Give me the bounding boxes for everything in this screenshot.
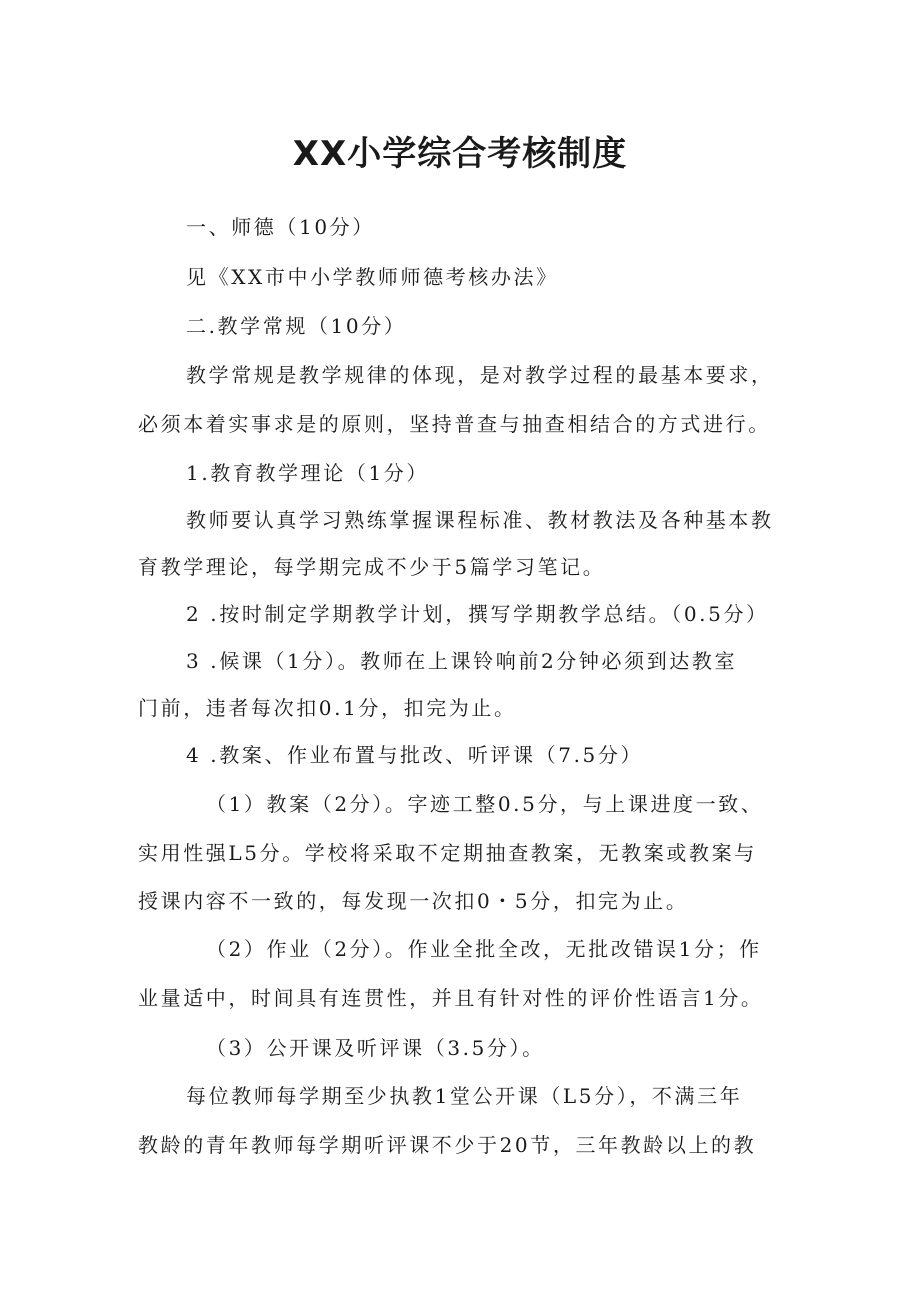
paragraph-line: 每位教师每学期至少执教1堂公开课（L5分），不满三年	[186, 1084, 743, 1108]
paragraph-line: （1）教案（2分）。字迹工整0.5分，与上课进度一致、	[206, 792, 764, 816]
paragraph-line: 业量适中，时间具有连贯性，并且有针对性的评价性语言1分。	[138, 986, 764, 1010]
subsection-heading-theory: 1.教育教学理论（1分）	[186, 461, 430, 485]
paragraph-line: 实用性强L5分。学校将采取不定期抽查教案，无教案或教案与	[138, 841, 757, 865]
paragraph-line: 门前，违者每次扣0.1分，扣完为止。	[138, 696, 517, 720]
section-heading-teaching-routine: 二.教学常规（10分）	[186, 314, 407, 338]
paragraph-line: 育教学理论，每学期完成不少于5篇学习笔记。	[138, 555, 606, 579]
section-heading-ethics: 一、师德（10分）	[186, 215, 375, 239]
paragraph-line: 教学常规是教学规律的体现，是对教学过程的最基本要求，	[186, 363, 774, 387]
paragraph-line: （3）公开课及听评课（3.5分）。	[206, 1036, 545, 1060]
paragraph-line: 授课内容不一致的，每发现一次扣0・5分，扣完为止。	[138, 889, 689, 913]
paragraph-line: 3 .候课（1分）。教师在上课铃响前2分钟必须到达教室	[186, 649, 738, 673]
paragraph-line: 见《XX市中小学教师师德考核办法》	[186, 265, 559, 289]
paragraph-line: 教龄的青年教师每学期听评课不少于20节，三年教龄以上的教	[138, 1133, 757, 1157]
document-title: XX小学综合考核制度	[292, 134, 628, 174]
paragraph-line: 教师要认真学习熟练掌握课程标准、教材教法及各种基本教	[186, 508, 774, 532]
subsection-heading-lesson-plans: 4 .教案、作业布置与批改、听评课（7.5分）	[186, 743, 644, 767]
paragraph-line: 2 .按时制定学期教学计划，撰写学期教学总结。（0.5分）	[186, 602, 769, 626]
paragraph-line: 必须本着实事求是的原则，坚持普查与抽查相结合的方式进行。	[138, 412, 771, 436]
paragraph-line: （2）作业（2分）。作业全批全改，无批改错误1分；作	[206, 937, 762, 961]
